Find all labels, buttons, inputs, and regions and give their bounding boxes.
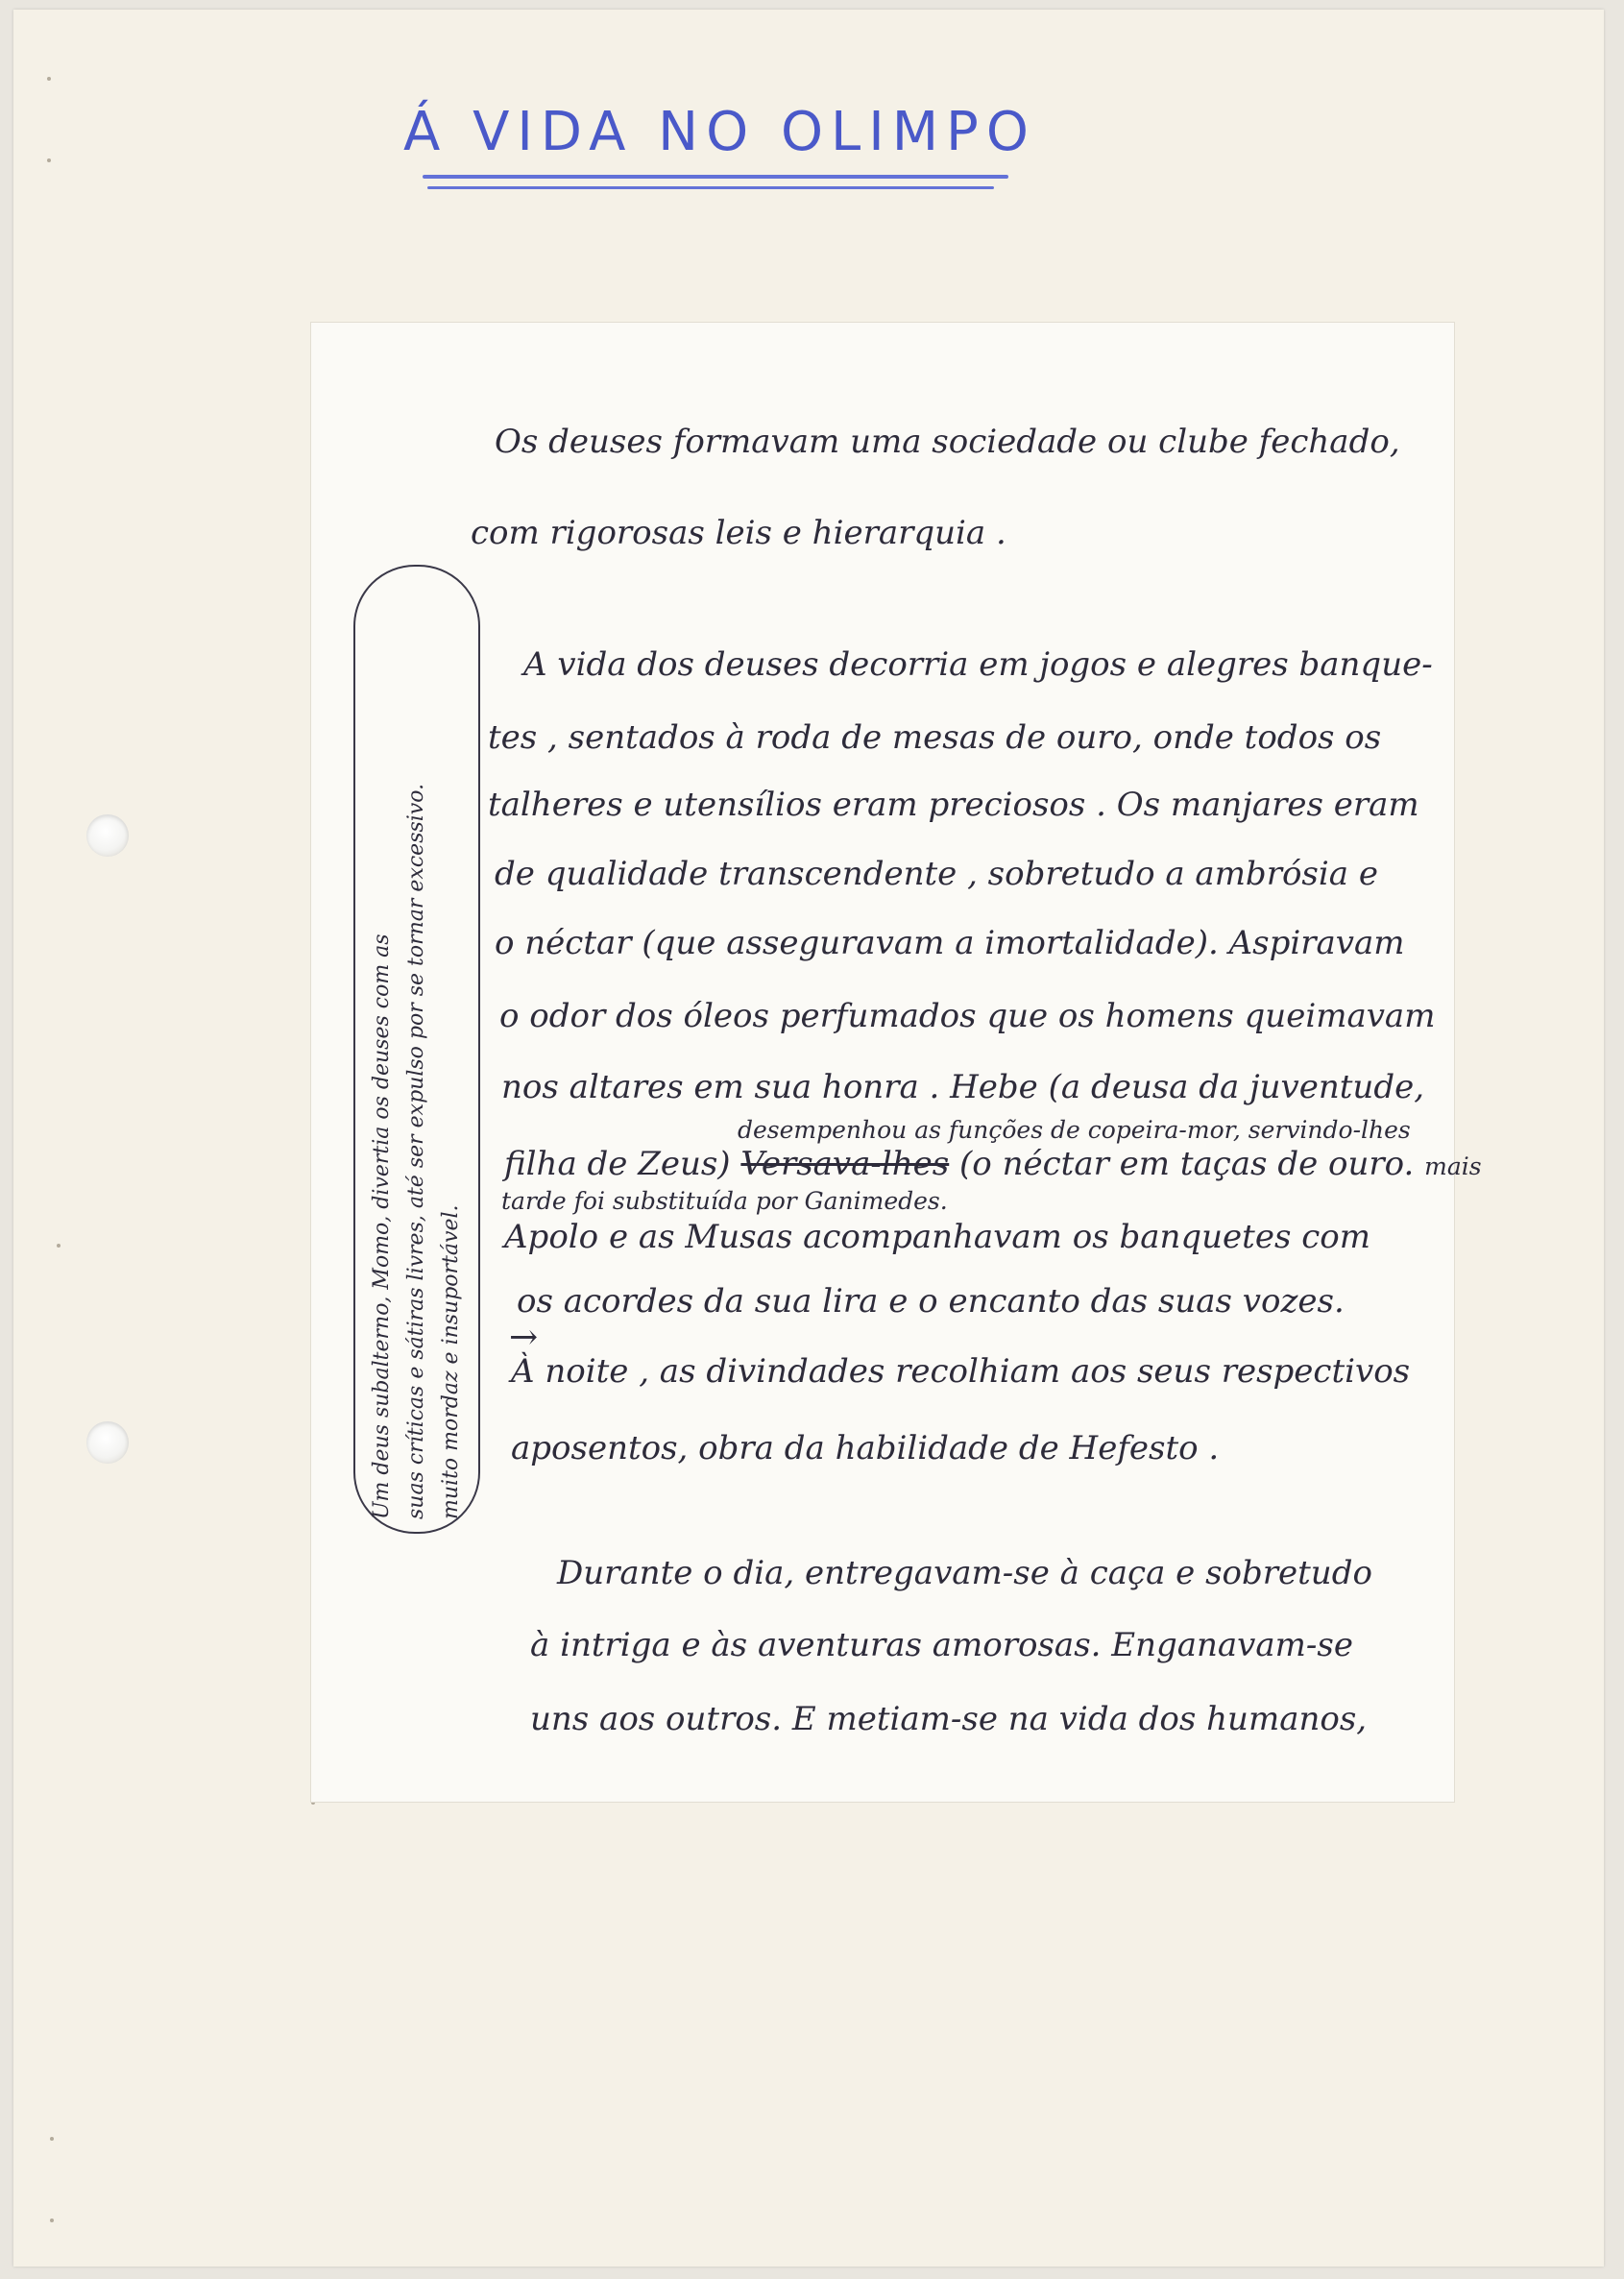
- text-fragment: mais: [1424, 1152, 1482, 1180]
- text-line: com rigorosas leis e hierarquia .: [471, 514, 1006, 552]
- margin-note-line: Um deus subalterno, Momo, divertia os deuses com as: [370, 933, 394, 1519]
- margin-note-line: muito mordaz e insuportável.: [439, 1204, 463, 1519]
- text-line: de qualidade transcendente , sobretudo a ambrósia e: [495, 855, 1378, 893]
- text-line: Apolo e as Musas acompanhavam os banquetes com: [504, 1218, 1370, 1256]
- text-line: Os deuses formavam uma sociedade ou clube fechado,: [495, 423, 1400, 461]
- page-title: Á VIDA NO OLIMPO: [403, 101, 1036, 163]
- margin-note-text: [365, 578, 469, 1519]
- text-line: nos altares em sua honra . Hebe (a deusa da juventude,: [501, 1068, 1425, 1106]
- struck-word: Versava-lhes: [740, 1145, 950, 1183]
- title-underline-second: [427, 186, 994, 189]
- title-underline: [423, 175, 1008, 179]
- text-line: uns aos outros. E metiam-se na vida dos humanos,: [530, 1700, 1368, 1738]
- text-line: A vida dos deuses decorria em jogos e alegres banque-: [523, 645, 1433, 684]
- paper-speck: [50, 2137, 54, 2141]
- text-line: À noite , as divindades recolhiam aos seus respectivos: [511, 1352, 1411, 1391]
- text-line: os acordes da sua lira e o encanto das suas vozes.: [517, 1282, 1345, 1321]
- insertion-text: desempenhou as funções de copeira-mor, servindo-lhes: [738, 1116, 1411, 1144]
- paper-speck: [50, 2218, 54, 2222]
- text-line: talheres e utensílios eram preciosos . Os manjares eram: [488, 786, 1419, 824]
- text-line: o néctar (que asseguravam a imortalidade). Aspiravam: [495, 924, 1405, 962]
- text-line: à intriga e às aventuras amorosas. Enganavam-se: [530, 1626, 1353, 1664]
- text-line: [504, 1145, 1482, 1183]
- margin-note-line: suas críticas e sátiras livres, até ser expulso por se tornar excessivo.: [404, 783, 428, 1519]
- text-line: tarde foi substituída por Ganimedes.: [501, 1187, 948, 1215]
- paper-speck: [47, 77, 51, 81]
- paper-speck: [47, 158, 51, 162]
- text-line: tes , sentados à roda de mesas de ouro, onde todos os: [488, 718, 1382, 757]
- text-line: Durante o dia, entregavam-se à caça e sobretudo: [557, 1554, 1372, 1592]
- margin-note-bubble: [353, 565, 480, 1534]
- paper-speck: [57, 1244, 61, 1248]
- text-line: o odor dos óleos perfumados que os homens queimavam: [499, 997, 1436, 1035]
- insert-arrow-icon: →: [509, 1318, 539, 1357]
- punch-hole-lower: [86, 1421, 129, 1464]
- text-fragment: filha de Zeus): [504, 1145, 731, 1183]
- punch-hole-upper: [86, 814, 129, 857]
- text-fragment: (o néctar em taças de ouro.: [959, 1145, 1415, 1183]
- text-line: aposentos, obra da habilidade de Hefesto .: [511, 1429, 1220, 1467]
